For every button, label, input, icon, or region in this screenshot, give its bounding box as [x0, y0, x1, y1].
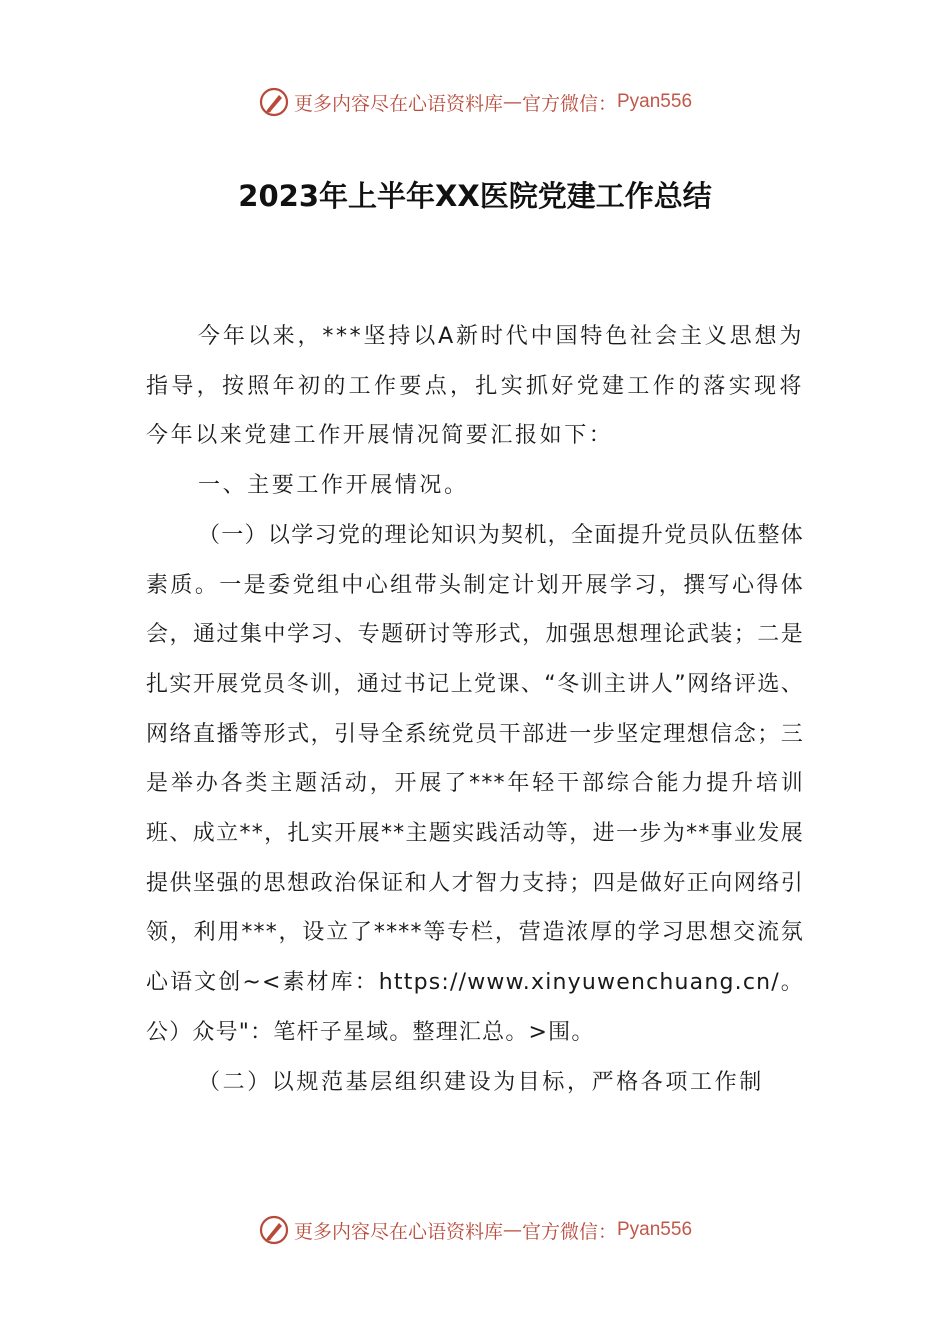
- watermark-text: 更多内容尽在心语资料库: [293, 1220, 503, 1243]
- paragraph-section-2: （二）以规范基层组织建设为目标，严格各项工作制: [198, 1069, 764, 1095]
- paragraph-heading: 一、主要工作开展情况。: [198, 473, 469, 499]
- document-body: [146, 312, 804, 1107]
- paragraph-intro: 今年以来，***坚持以A新时代中国特色社会主义思想为指导，按照年初的工作要点，扎实抓好党建工作的落实现将今年以来党建工作开展情况简要汇报如下：: [146, 324, 804, 449]
- watermark-text: 更多内容尽在心语资料库: [293, 92, 503, 115]
- pen-nib-circle-icon: [258, 86, 290, 118]
- header-watermark: [0, 84, 950, 120]
- watermark-separator: —: [502, 1219, 522, 1241]
- watermark-id: Pyan556: [617, 91, 693, 112]
- watermark-contact: 官方微信：: [521, 92, 617, 115]
- footer-watermark: [0, 1212, 950, 1248]
- watermark-contact: 官方微信：: [521, 1220, 617, 1243]
- watermark-separator: —: [502, 91, 522, 113]
- paragraph-section-1: （一）以学习党的理论知识为契机，全面提升党员队伍整体素质。一是委党组中心组带头制定计划开展学习，撰写心得体会，通过集中学习、专题研讨等形式，加强思想理论武装；二是扎实开展党员冬训，通过书记上党课、“冬训主讲人”网络评选、网络直播等形式，引导全系统党员干部进一步坚定理想信念；三是举办各类主题活动，开展了***年轻干部综合能力提升培训班、成立**，扎实开展**主题实践活动等，进一步为**事业发展提供坚强的思想政治保证和人才智力支持；四是做好正向网络引领，利用***，设立了****等专栏，营造浓厚的学习思想交流氛心语文创~<素材库：https://www.xinyuwenchuang.cn/。公）众号"：笔杆子星域。整理汇总。>围。: [146, 522, 804, 1045]
- pen-nib-circle-icon: [258, 1214, 290, 1246]
- document-title: 2023年上半年XX医院党建工作总结: [238, 179, 712, 213]
- watermark-id: Pyan556: [617, 1219, 693, 1240]
